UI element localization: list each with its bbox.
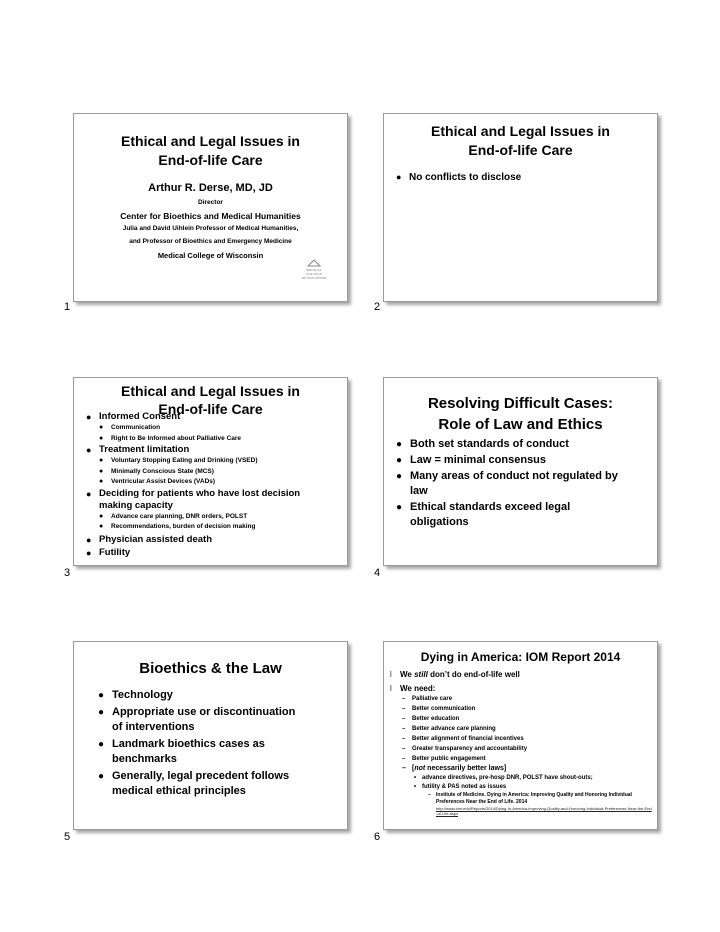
slide-6 — [383, 641, 658, 830]
bullet-item: ● Both set standards of conduct — [396, 437, 636, 452]
slide-5-number: 5 — [64, 831, 71, 843]
sub-bullet-item: ● Advance care planning, DNR orders, POLST — [99, 512, 331, 523]
slide-4-number: 4 — [374, 567, 381, 579]
sub-bullet-item: ● Recommendations, burden of decision making — [99, 522, 331, 533]
sub-bullet-item: – [not necessarily better laws] — [390, 764, 652, 774]
professor-line-1: Julia and David Uihlein Professor of Medical Humanities, — [122, 225, 299, 232]
slide-2-title: Ethical and Legal Issues in End-of-life Care — [431, 123, 610, 158]
slide-1-number: 1 — [64, 301, 71, 313]
bullet-item: ● Technology — [98, 688, 323, 703]
sub-bullet-item: ● Communication — [99, 423, 331, 434]
slide-3-number: 3 — [64, 567, 71, 579]
bullet-item: l We need: — [390, 683, 652, 694]
bullet-item: ● Ethical standards exceed legal obligations — [396, 500, 610, 530]
bullet-item: ● Generally, legal precedent follows medical ethical principles — [98, 769, 312, 799]
center-name: Center for Bioethics and Medical Humanities — [120, 211, 301, 221]
slide-5 — [73, 641, 348, 830]
slide-4 — [383, 377, 658, 566]
sub-sub-bullet-item: • futility & PAS noted as issues — [390, 783, 652, 792]
slide-6-number: 6 — [374, 831, 381, 843]
bullet-item: ● Futility — [86, 547, 331, 559]
slide-1-title: Ethical and Legal Issues in End-of-life Care — [121, 133, 300, 168]
slide-6-content — [390, 669, 652, 816]
bullet-item: ● Deciding for patients who have lost decision making capacity — [86, 488, 304, 512]
slide-3 — [73, 377, 348, 566]
sub-bullet-item: – Palliative care — [390, 694, 652, 704]
bullet-item: ● No conflicts to disclose — [396, 170, 651, 185]
sub-bullet-item: – Greater transparency and accountability — [390, 744, 652, 754]
author-role: Director — [198, 199, 223, 206]
sub-bullet-item: – Better alignment of financial incentives — [390, 734, 652, 744]
sub-bullet-item: – Better advance care planning — [390, 724, 652, 734]
sub-bullet-item: ● Ventricular Assist Devices (VADs) — [99, 477, 331, 488]
institution-name: Medical College of Wisconsin — [157, 251, 264, 260]
bullet-item: ● Many areas of conduct not regulated by law — [396, 469, 620, 499]
author-name: Arthur R. Derse, MD, JD — [148, 182, 273, 194]
slide-2 — [383, 113, 658, 302]
reference-link[interactable]: http://www.iom.edu/Reports/2014/Dying-In-America-Improving-Quality-and-Honoring-Individual-Preferences-Near-the-End-of-Life.aspx — [436, 806, 652, 816]
slide-2-number: 2 — [374, 301, 381, 313]
bullet-item: ● Landmark bioethics cases as benchmarks — [98, 737, 297, 767]
bullet-item: ● Physician assisted death — [86, 533, 331, 547]
slide-6-title: Dying in America: IOM Report 2014 — [420, 650, 621, 664]
sub-bullet-item: – Better communication — [390, 704, 652, 714]
slide-1 — [73, 113, 348, 302]
sub-sub-bullet-item: • advance directives, pre-hosp DNR, POLST have shout-outs; — [390, 774, 652, 783]
slide-4-bullets — [396, 437, 636, 530]
slide-3-title: Ethical and Legal Issues in End-of-life Care — [121, 383, 300, 417]
reference-citation: – Institute of Medicine. Dying in America: Improving Quality and Honoring Individual Preferences Near the End of Life. 2014 — [390, 792, 652, 806]
bullet-item: ● Treatment limitation — [86, 444, 331, 456]
sub-bullet-item: – Better public engagement — [390, 754, 652, 764]
slide-3-bullets — [86, 411, 331, 559]
bullet-item: ● Appropriate use or discontinuation of interventions — [98, 705, 297, 735]
sub-bullet-item: ● Voluntary Stopping Eating and Drinking (VSED) — [99, 456, 331, 467]
bullet-item: ● Law = minimal consensus — [396, 453, 636, 468]
sub-bullet-item: ● Minimally Conscious State (MCS) — [99, 467, 331, 478]
college-logo: MEDICAL COLLEGE OF WISCONSIN — [299, 259, 329, 280]
slide-5-bullets — [98, 688, 323, 799]
sub-bullet-item: – Better education — [390, 714, 652, 724]
slide-4-title: Resolving Difficult Cases: Role of Law and Ethics — [427, 395, 614, 433]
professor-line-2: and Professor of Bioethics and Emergency Medicine — [129, 238, 292, 245]
slide-5-title: Bioethics & the Law — [139, 660, 282, 677]
sub-bullet-item: ● Right to Be Informed about Palliative Care — [99, 434, 331, 445]
bullet-item: l We still don’t do end-of-life well — [390, 669, 652, 680]
slide-2-bullets — [396, 170, 651, 185]
college-crest-icon — [307, 259, 321, 267]
bullet-item: ● Informed Consent — [86, 411, 331, 423]
